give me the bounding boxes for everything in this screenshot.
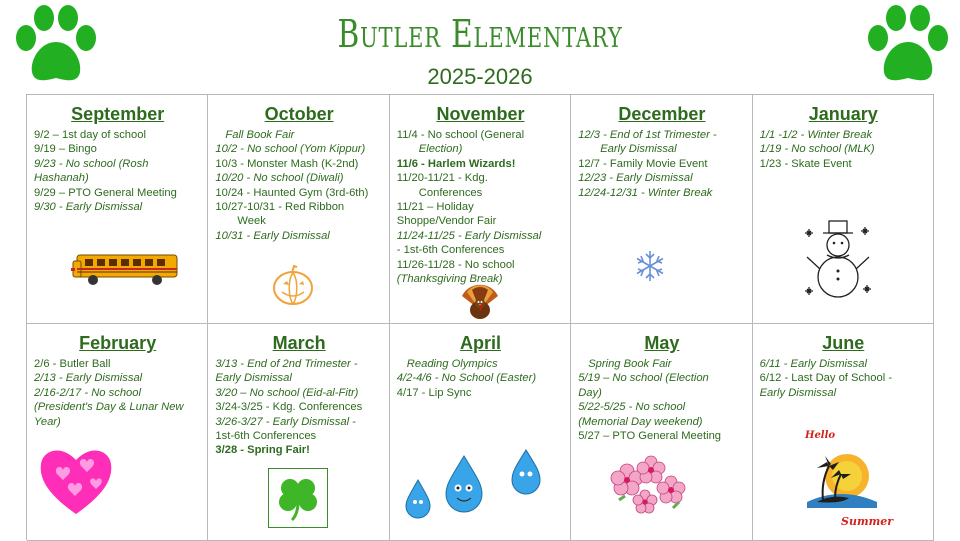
event-line: 5/22-5/25 - No school [578, 401, 686, 414]
event-line: (President's Day & Lunar New [34, 401, 184, 414]
event-line: 5/27 – PTO General Meeting [578, 430, 722, 443]
event-line: Early Dismissal [600, 143, 677, 156]
snowman-icon [801, 219, 877, 305]
event-line: 12/7 - Family Movie Event [578, 157, 708, 170]
event-line: 10/20 - No school (Diwali) [215, 172, 344, 185]
event-line: 9/19 – Bingo [34, 143, 97, 156]
month-cell-february [27, 324, 208, 541]
month-cell-march [208, 324, 389, 541]
month-title: March [272, 333, 326, 353]
month-cell-november [390, 95, 571, 324]
snowflake-icon [633, 249, 667, 283]
event-line: 11/21 – Holiday [396, 201, 474, 214]
hello-text: Hello [804, 430, 835, 441]
month-cell-june [753, 324, 934, 541]
event-line: 9/30 - Early Dismissal [34, 201, 143, 214]
event-line: 11/24-11/25 - Early Dismissal [396, 229, 542, 242]
event-line: Week [237, 215, 266, 228]
turkey-icon [458, 284, 502, 320]
month-title: May [644, 333, 680, 353]
event-line: 3/26-3/27 - Early Dismissal - [215, 415, 356, 428]
event-line: 5/19 – No school (Election [578, 372, 709, 385]
event-line: 12/3 - End of 1st Trimester - [578, 129, 717, 141]
pumpkin-icon [270, 263, 316, 307]
event-line: - 1st-6th Conferences [396, 244, 505, 257]
summer-text: Summer [840, 515, 893, 528]
flowers-icon [609, 454, 691, 518]
event-line: 12/24-12/31 - Winter Break [578, 186, 713, 199]
event-line: Shoppe/Vendor Fair [396, 215, 497, 228]
event-line: 10/27-10/31 - Red Ribbon [215, 201, 345, 214]
event-line: Day) [578, 386, 602, 399]
shamrock-icon [268, 468, 328, 528]
event-line: 10/3 - Monster Mash (K-2nd) [215, 157, 359, 170]
event-line: Year) [34, 415, 61, 428]
month-title: October [264, 104, 334, 124]
event-line: 2/13 - Early Dismissal [34, 372, 143, 385]
month-title: April [459, 333, 501, 353]
month-cell-may [571, 324, 752, 541]
heart-icon [37, 444, 115, 518]
event-line: 10/2 - No school (Yom Kippur) [215, 143, 366, 156]
month-title: November [436, 104, 525, 124]
event-line: Early Dismissal [215, 372, 292, 385]
event-line: 1st-6th Conferences [215, 430, 317, 443]
month-title: September [71, 104, 165, 124]
event-line: Conferences [418, 186, 483, 199]
event-line: 3/13 - End of 2nd Trimester - [215, 358, 358, 370]
month-cell-september [27, 95, 208, 324]
event-line: 10/31 - Early Dismissal [215, 229, 330, 242]
month-title: June [822, 333, 865, 353]
month-title: January [808, 104, 878, 124]
month-title: December [618, 104, 706, 124]
event-line: 3/28 - Spring Fair! [215, 444, 310, 457]
month-cell-april [390, 324, 571, 541]
event-line: 11/6 - Harlem Wizards! [396, 157, 516, 170]
event-line: 1/1 -1/2 - Winter Break [759, 129, 873, 141]
event-line: 4/17 - Lip Sync [396, 386, 472, 399]
event-line: 2/6 - Butler Ball [34, 358, 111, 370]
month-cell-january [753, 95, 934, 324]
school-year: 2025-2026 [427, 64, 533, 89]
event-line: 11/4 - No school (General [396, 129, 525, 141]
page-title: Butler Elementary [337, 12, 623, 56]
hello-summer-icon [801, 424, 893, 528]
raindrops-icon [402, 450, 552, 516]
calendar-grid [26, 94, 934, 540]
event-line: Early Dismissal [759, 386, 837, 399]
event-line: (Thanksgiving Break) [396, 273, 503, 286]
event-line: 3/24-3/25 - Kdg. Conferences [215, 401, 363, 414]
event-line: 9/2 – 1st day of school [34, 129, 146, 141]
month-cell-december [571, 95, 752, 324]
event-line: 2/16-2/17 - No school [34, 386, 141, 399]
event-line: 6/12 - Last Day of School - [759, 372, 893, 385]
month-cell-october [208, 95, 389, 324]
event-line: 1/23 - Skate Event [759, 157, 852, 170]
event-line: 4/2-4/6 - No School (Easter) [396, 372, 537, 385]
event-line: 11/20-11/21 - Kdg. [396, 172, 488, 185]
event-line: 3/20 – No school (Eid-al-Fitr) [215, 386, 359, 399]
event-line: Fall Book Fair [225, 129, 295, 141]
event-line: 6/11 - Early Dismissal [759, 358, 867, 370]
school-bus-icon [71, 253, 181, 287]
event-line: 9/29 – PTO General Meeting [34, 186, 177, 199]
event-line: 12/23 - Early Dismissal [578, 172, 693, 185]
event-line: 11/26-11/28 - No school [396, 258, 515, 271]
event-line: 1/19 - No school (MLK) [759, 143, 875, 156]
event-line: Spring Book Fair [588, 358, 672, 370]
event-line: (Memorial Day weekend) [578, 415, 703, 428]
event-line: Election) [418, 143, 463, 156]
event-line: 9/23 - No school (Rosh Hashanah) [34, 157, 149, 185]
event-line: Reading Olympics [406, 358, 498, 370]
event-line: 10/24 - Haunted Gym (3rd-6th) [215, 186, 369, 199]
month-title: February [79, 333, 157, 353]
